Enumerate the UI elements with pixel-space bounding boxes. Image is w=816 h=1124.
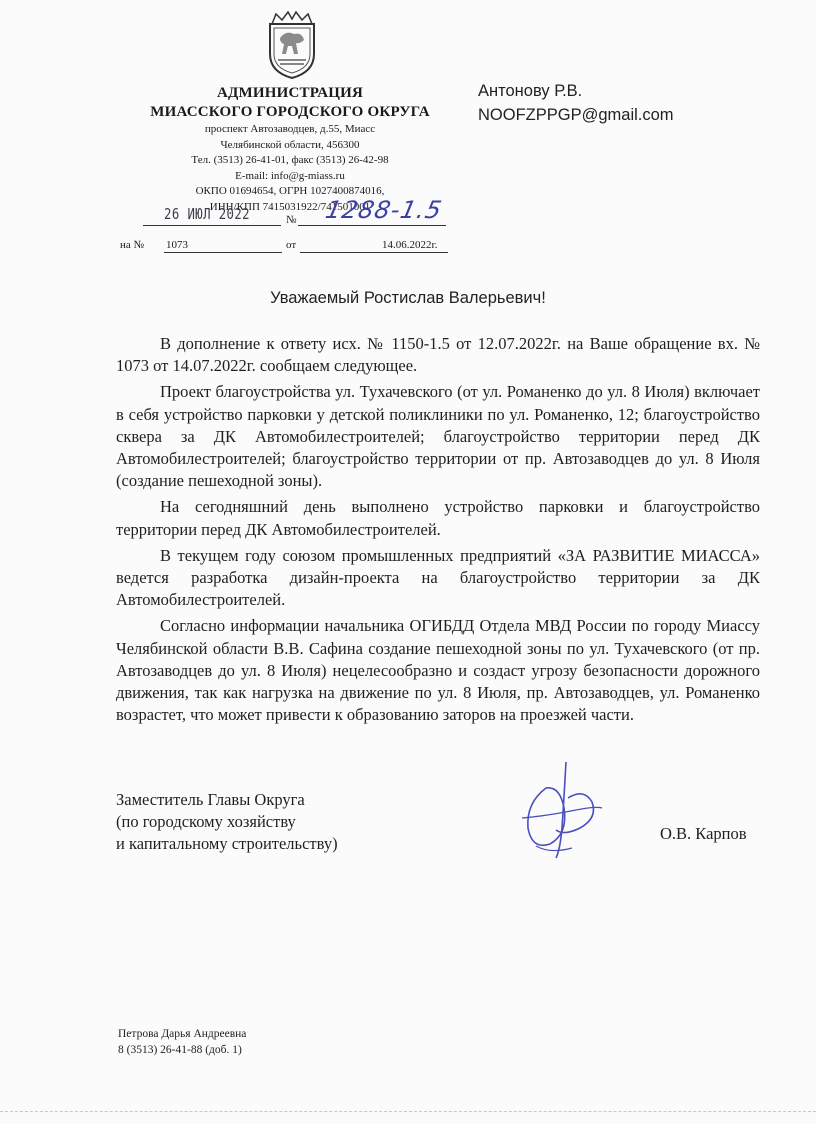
signer-title-line3: и капитальному строительству)	[116, 834, 338, 853]
body-paragraph: Проект благоустройства ул. Тухачевского (от ул. Романенко до ул. 8 Июля) включает в себя устройство парковки у детской поликлиники по ул. Романенко, 12; благоустройство сквера за ДК Автомобилестроителей; благоустройство территории перед ДК Автомобилестроителей; благоустройство территории от пр. Автозаводцев до ул. 8 Июля (создание пешеходной зоны).	[116, 382, 760, 491]
number-underline	[298, 225, 446, 226]
phone-line: Тел. (3513) 26-41-01, факс (3513) 26-42-98	[191, 154, 389, 166]
email-line: E-mail: info@g-miass.ru	[235, 169, 345, 182]
incoming-number-underline	[164, 252, 282, 253]
executor-phone: 8 (3513) 26-41-88 (доб. 1)	[118, 1044, 242, 1056]
letter-body	[116, 333, 760, 730]
org-name-line1: АДМИНИСТРАЦИЯ	[217, 85, 363, 101]
body-paragraph: Согласно информации начальника ОГИБДД Отдела МВД России по городу Миассу Челябинской области В.В. Сафина создание пешеходной зоны по ул. Тухачевского (от пр. Автозаводцев до ул. 8 Июля) нецелесообразно и создаст угрозу безопасности дорожного движения, так как нагрузка на движение по ул. 8 Июля, пр. Автозаводцев, ул. Романенко возрастет, что может привести к образованию заторов на проезжей части.	[116, 616, 760, 725]
signer-name: О.В. Карпов	[660, 824, 747, 843]
recipient-block	[478, 79, 674, 127]
handwritten-signature	[506, 758, 616, 868]
coat-of-arms-icon	[262, 10, 322, 82]
body-paragraph: На сегодняшний день выполнено устройство парковки и благоустройство территории перед ДК Автомобилестроителей.	[116, 497, 760, 539]
number-sign: №	[286, 214, 297, 226]
body-paragraph: В дополнение к ответу исх. № 1150-1.5 от 12.07.2022г. на Ваше обращение вх. № 1073 от 14.07.2022г. сообщаем следующее.	[116, 334, 760, 376]
signer-title	[116, 789, 338, 855]
from-label: от	[286, 239, 297, 251]
address-line1: проспект Автозаводцев, д.55, Миасс	[204, 123, 376, 135]
recipient-name: Антонову Р.В.	[478, 82, 583, 100]
body-paragraph: В текущем году союзом промышленных предприятий «ЗА РАЗВИТИЕ МИАССА» ведется разработка дизайн-проекта на благоустройство территории за ДК Автомобилестроителей.	[116, 545, 760, 610]
date-underline	[143, 225, 281, 226]
address-line2: Челябинской области, 456300	[220, 138, 360, 151]
date-stamp: 26 ИЮЛ 2022	[164, 205, 250, 223]
signer-title-line1: Заместитель Главы Округа	[116, 790, 305, 809]
inn-line: ИНН/КПП 7415031922/741501001	[209, 200, 371, 213]
incoming-date: 14.06.2022г.	[382, 239, 438, 251]
scan-edge-divider	[0, 1111, 816, 1112]
recipient-email: NOOFZPPGP@gmail.com	[478, 106, 674, 124]
okpo-line: ОКПО 01694654, ОГРН 1027400874016,	[195, 185, 385, 197]
incoming-reference	[120, 239, 460, 255]
org-name-line2: МИАССКОГО ГОРОДСКОГО ОКРУГА	[150, 104, 430, 120]
executor-name: Петрова Дарья Андреевна	[118, 1028, 247, 1040]
signer-title-line2: (по городскому хозяйству	[116, 812, 296, 831]
outgoing-number: 1288-1.5	[323, 196, 445, 224]
incoming-label: на №	[120, 239, 145, 251]
salutation: Уважаемый Ростислав Валерьевич!	[270, 289, 546, 307]
incoming-date-underline	[300, 252, 448, 253]
executor-block	[118, 1026, 246, 1058]
incoming-number: 1073	[166, 239, 188, 251]
